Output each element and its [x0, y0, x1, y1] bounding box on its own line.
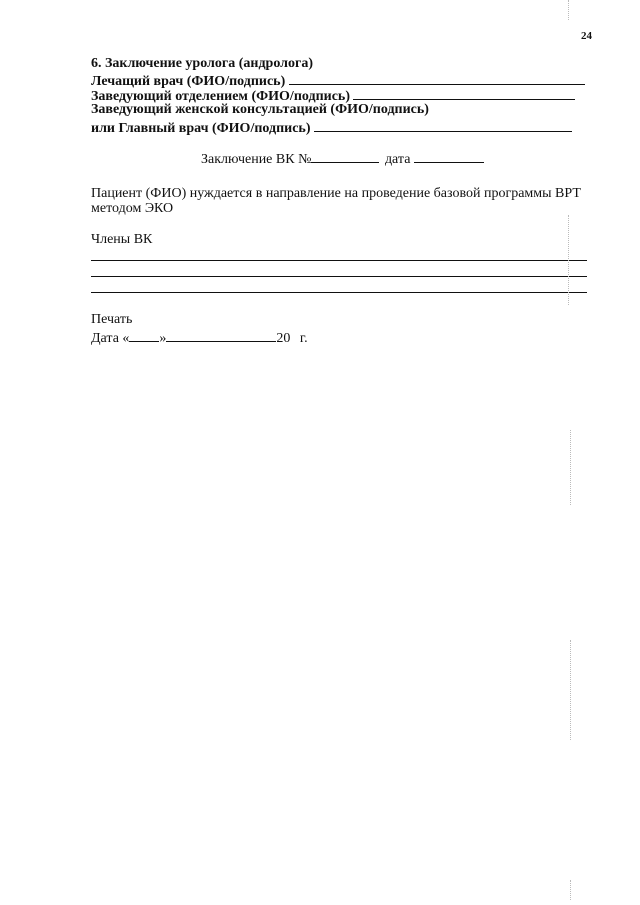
- stamp-label: Печать: [91, 312, 133, 327]
- conclusion-label: Заключение ВК №: [201, 152, 312, 167]
- scan-edge-mark: [570, 640, 571, 740]
- member-rule-3[interactable]: [91, 292, 587, 293]
- chief-doctor-label: или Главный врач (ФИО/подпись): [91, 121, 311, 136]
- stamp-year: 20: [276, 331, 291, 346]
- patient-line-2: методом ЭКО: [91, 201, 174, 216]
- conclusion-line: [201, 149, 484, 168]
- scan-edge-mark: [568, 0, 569, 20]
- page-number: 24: [581, 30, 592, 42]
- chief-doctor-blank[interactable]: [314, 118, 572, 132]
- conclusion-number-blank[interactable]: [311, 149, 379, 163]
- attending-doctor-label: Лечащий врач (ФИО/подпись): [91, 74, 286, 89]
- patient-line-1: Пациент (ФИО) нуждается в направление на проведение базовой программы ВРТ: [91, 186, 581, 201]
- stamp-date-prefix: Дата «: [91, 331, 130, 346]
- scan-edge-mark: [568, 215, 569, 305]
- conclusion-date-blank[interactable]: [414, 149, 484, 163]
- member-rule-1[interactable]: [91, 260, 587, 261]
- chief-doctor-line: [91, 118, 572, 137]
- head-womens-clinic-line: Заведующий женской консультацией (ФИО/подпись): [91, 102, 429, 117]
- attending-doctor-blank[interactable]: [289, 71, 585, 85]
- scan-edge-mark: [570, 430, 571, 505]
- members-label: Члены ВК: [91, 232, 153, 247]
- conclusion-date-label: дата: [384, 152, 411, 167]
- stamp-date-mid: »: [159, 331, 167, 346]
- stamp-day-blank[interactable]: [129, 328, 159, 342]
- section-heading: 6. Заключение уролога (андролога): [91, 56, 314, 71]
- stamp-date-line: [91, 328, 308, 347]
- stamp-month-blank[interactable]: [166, 328, 276, 342]
- stamp-year-suffix: г.: [299, 331, 308, 346]
- member-rule-2[interactable]: [91, 276, 587, 277]
- scan-edge-mark: [570, 880, 571, 900]
- head-department-label: Заведующий отделением (ФИО/подпись): [91, 89, 350, 104]
- head-department-blank[interactable]: [353, 86, 575, 100]
